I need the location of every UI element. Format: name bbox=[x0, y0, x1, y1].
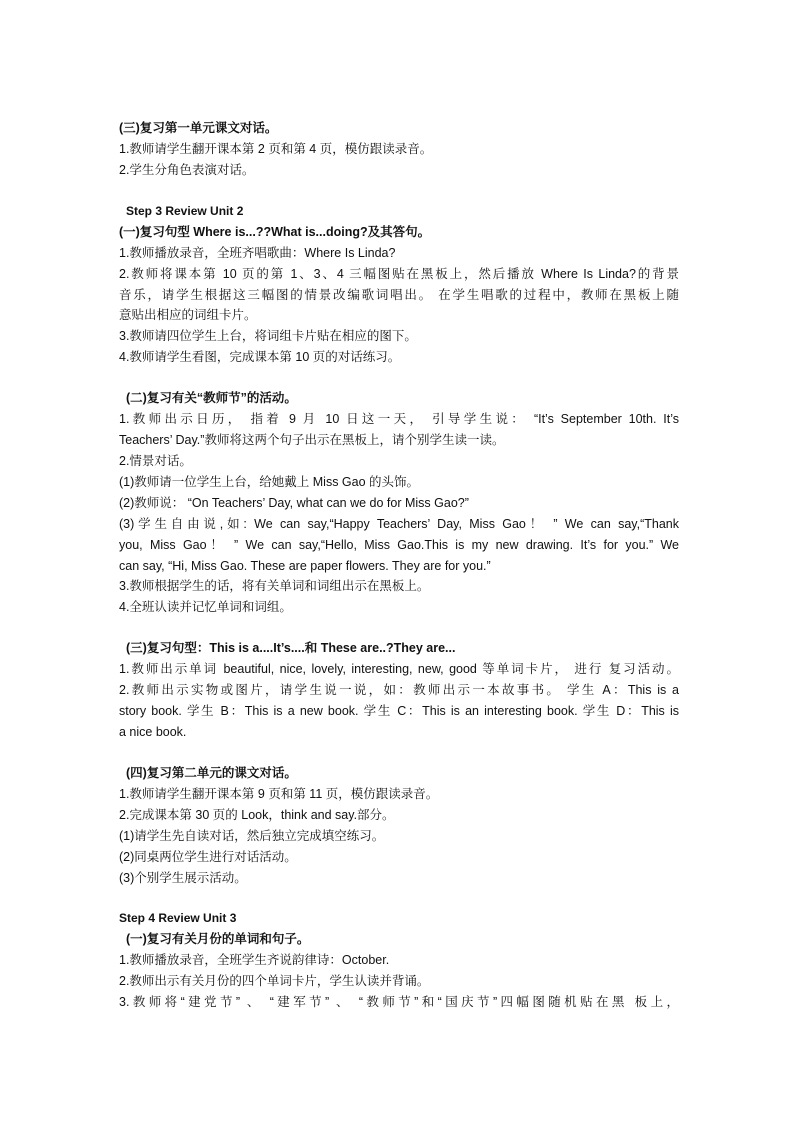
text-line: you, Miss Gao！ ” We can say,“Hello, Miss Gao.This is my new drawing. It’s for you.” We bbox=[119, 538, 679, 552]
step-heading: Step 3 Review Unit 2 bbox=[126, 204, 244, 218]
text-line: 4.全班认读并记忆单词和词组。 bbox=[119, 600, 292, 614]
text-line: 2.完成课本第 30 页的 Look，think and say.部分。 bbox=[119, 808, 395, 822]
text-line: (2)同桌两位学生进行对话活动。 bbox=[119, 850, 297, 864]
text-line: Teachers’ Day.”教师将这两个句子出示在黑板上，请个别学生读一读。 bbox=[119, 433, 505, 447]
text-line: 3.教师根据学生的话，将有关单词和词组出示在黑板上。 bbox=[119, 579, 430, 593]
text-line: 1.教师播放录音，全班学生齐说韵律诗：October. bbox=[119, 953, 390, 967]
text-line: story book. 学生 B：This is a new book. 学生 C：This is an interesting book. 学生 D：This is bbox=[119, 704, 679, 718]
text-line: 2.情景对话。 bbox=[119, 454, 192, 468]
text-line: 1.教师请学生翻开课本第 2 页和第 4 页，模仿跟读录音。 bbox=[119, 142, 433, 156]
section-heading: (三)复习句型：This is a....It’s....和 These are..?They are... bbox=[126, 641, 456, 655]
text-line: (1)请学生先自读对话，然后独立完成填空练习。 bbox=[119, 829, 385, 843]
text-line: 2.教师出示实物或图片，请学生说一说，如：教师出示一本故事书。 学生 A：This is a bbox=[119, 683, 679, 697]
step-heading: Step 4 Review Unit 3 bbox=[119, 911, 237, 925]
text-line: 2.学生分角色表演对话。 bbox=[119, 163, 255, 177]
section-heading: (一)复习句型 Where is...??What is...doing?及其答句。 bbox=[119, 225, 431, 239]
text-line: (3)个别学生展示活动。 bbox=[119, 871, 247, 885]
text-line: 1.教师出示单词 beautiful, nice, lovely, interesting, new, good 等单词卡片， 进行 复习活动。 bbox=[119, 662, 679, 676]
text-line: 意贴出相应的词组卡片。 bbox=[119, 308, 257, 322]
section-heading: (三)复习第一单元课文对话。 bbox=[119, 121, 278, 135]
text-line: 2.教师出示有关月份的四个单词卡片，学生认读并背诵。 bbox=[119, 974, 430, 988]
text-line: 2.教师将课本第 10 页的第 1、3、4 三幅图贴在黑板上，然后播放 Where Is Linda?的背景 bbox=[119, 267, 679, 281]
text-line: can say, “Hi, Miss Gao. These are paper flowers. They are for you.” bbox=[119, 559, 491, 573]
section-heading: (一)复习有关月份的单词和句子。 bbox=[126, 932, 310, 946]
text-line: (3)学生自由说,如: We can say,“Happy Teachers’ Day, Miss Gao！ ” We can say,“Thank bbox=[119, 517, 679, 531]
text-line: 音乐，请学生根据这三幅图的情景改编歌词唱出。 在学生唱歌的过程中，教师在黑板上随 bbox=[119, 288, 679, 302]
text-line: (1)教师请一位学生上台，给她戴上 Miss Gao 的头饰。 bbox=[119, 475, 420, 489]
section-heading: (二)复习有关“教师节”的活动。 bbox=[126, 391, 297, 405]
text-line: 3.教师将“建党节” 、 “建军节” 、 “教师节”和“国庆节”四幅图随机贴在黑 板上， bbox=[119, 995, 679, 1009]
text-line: 1.教师出示日历， 指着 9 月 10 日这一天， 引导学生说： “It’s September 10th. It’s bbox=[119, 412, 679, 426]
text-line: a nice book. bbox=[119, 725, 187, 739]
text-line: (2)教师说： “On Teachers’ Day, what can we do for Miss Gao?” bbox=[119, 496, 469, 510]
section-heading: (四)复习第二单元的课文对话。 bbox=[126, 766, 297, 780]
text-line: 1.教师请学生翻开课本第 9 页和第 11 页，模仿跟读录音。 bbox=[119, 787, 439, 801]
text-line: 1.教师播放录音，全班齐唱歌曲：Where Is Linda? bbox=[119, 246, 396, 260]
text-line: 4.教师请学生看图，完成课本第 10 页的对话练习。 bbox=[119, 350, 401, 364]
text-line: 3.教师请四位学生上台，将词组卡片贴在相应的图下。 bbox=[119, 329, 417, 343]
